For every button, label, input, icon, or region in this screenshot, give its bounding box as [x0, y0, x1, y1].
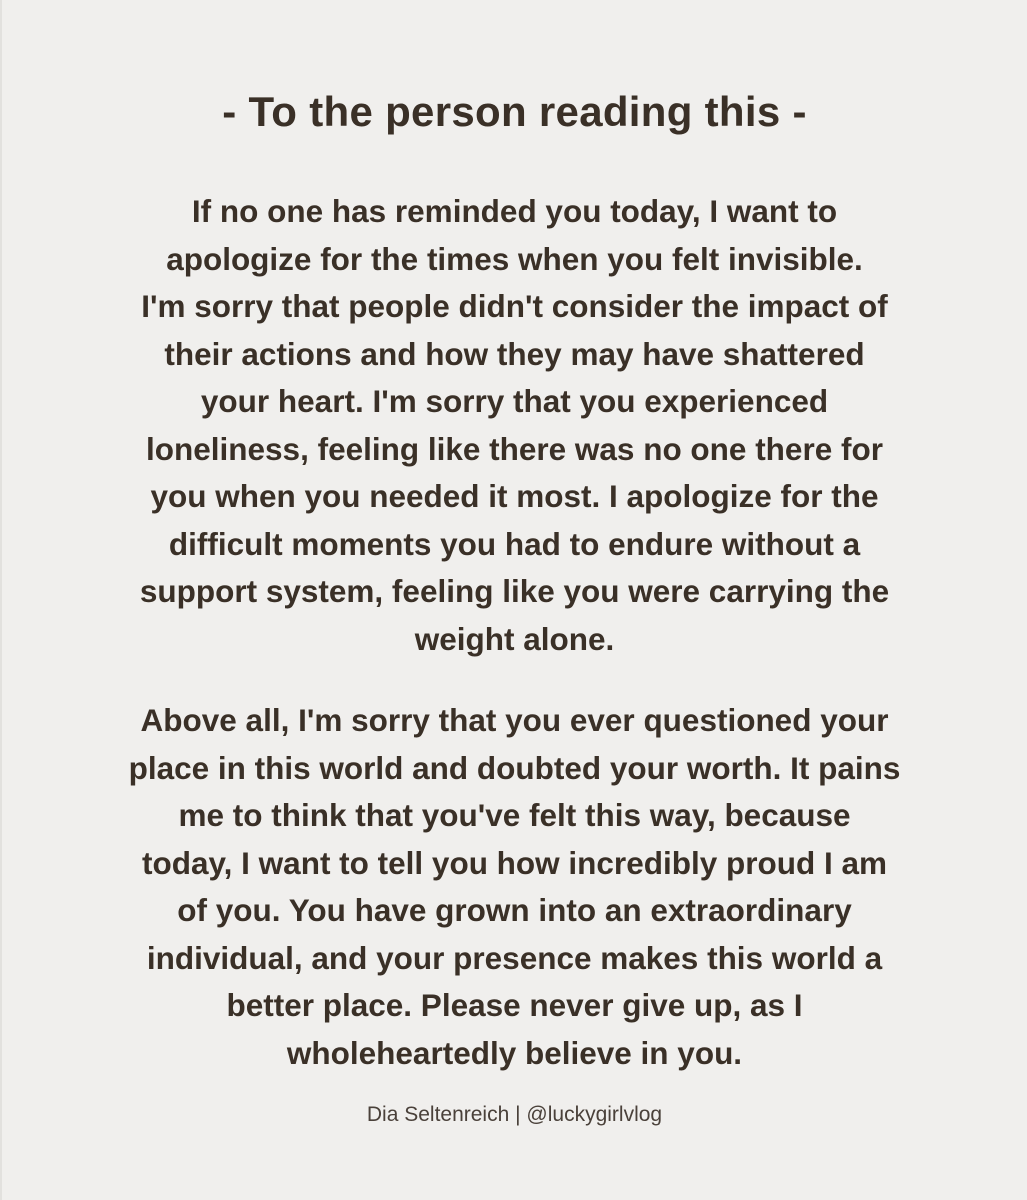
text-line: better place. Please never give up, as I	[226, 987, 803, 1023]
text-line: apologize for the times when you felt invisible.	[166, 240, 863, 277]
paragraph-apology	[2, 188, 1027, 663]
text-line: If no one has reminded you today, I want to	[191, 193, 838, 229]
text-line: me to think that you've felt this way, because	[178, 797, 851, 833]
text-line: weight alone.	[414, 620, 615, 657]
text-line: difficult moments you had to endure without a	[168, 525, 861, 562]
text-line: wholeheartedly believe in you.	[286, 1034, 743, 1071]
text-line: I'm sorry that people didn't consider the impact of	[141, 288, 888, 324]
text-line: today, I want to tell you how incredibly proud I am	[142, 844, 887, 881]
text-line: their actions and how they may have shattered	[164, 335, 865, 372]
author-credit: Dia Seltenreich | @luckygirlvlog	[366, 1103, 663, 1126]
paragraph-encouragement	[2, 697, 1027, 1077]
text-line: your heart. I'm sorry that you experienced	[200, 383, 829, 419]
text-line: you when you needed it most. I apologize for the	[150, 478, 879, 514]
text-line: individual, and your presence makes this world a	[146, 939, 883, 976]
text-line: support system, feeling like you were carrying the	[139, 573, 890, 609]
text-line: Above all, I'm sorry that you ever questioned your	[140, 702, 889, 738]
text-line: loneliness, feeling like there was no one there for	[146, 430, 883, 467]
text-line: place in this world and doubted your worth. It pains	[128, 749, 901, 786]
page-title: - To the person reading this -	[222, 88, 807, 135]
text-line: of you. You have grown into an extraordinary	[177, 892, 852, 928]
